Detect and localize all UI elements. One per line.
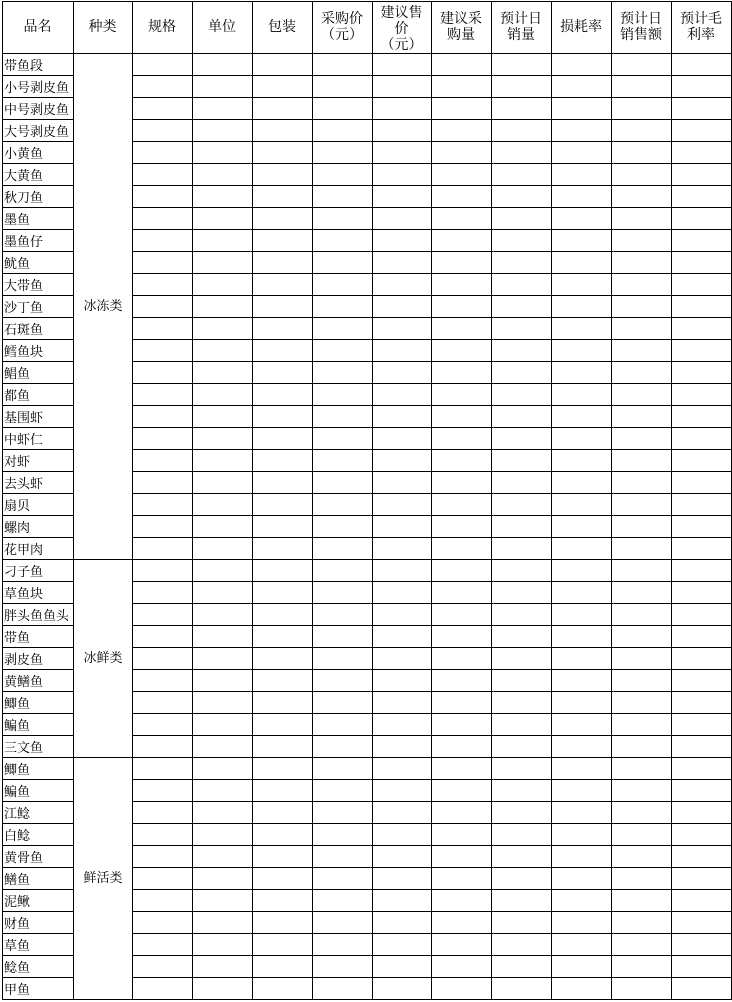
row-divider <box>2 669 73 670</box>
category-cell: 冰冻类 <box>83 299 123 314</box>
item-name: 草鱼块 <box>4 587 44 602</box>
item-name: 大号剥皮鱼 <box>4 125 70 140</box>
header-cell: 损耗率 <box>560 19 602 35</box>
row-divider <box>132 405 732 406</box>
row-divider <box>132 317 732 318</box>
row-divider <box>132 823 732 824</box>
item-name: 鲳鱼 <box>4 367 31 382</box>
category-cell: 冰鲜类 <box>83 651 123 666</box>
item-name: 鱿鱼 <box>4 257 31 272</box>
column-divider <box>132 1 133 1000</box>
row-divider <box>2 471 73 472</box>
item-name: 鲶鱼 <box>4 961 31 976</box>
item-name: 财鱼 <box>4 917 31 932</box>
item-name: 鳊鱼 <box>4 785 31 800</box>
row-divider <box>2 933 73 934</box>
row-divider <box>2 185 73 186</box>
row-divider <box>2 449 73 450</box>
item-name: 胖头鱼鱼头 <box>4 609 70 624</box>
row-divider <box>2 911 73 912</box>
row-divider <box>132 493 732 494</box>
header-cell: 建议采 购量 <box>440 11 482 43</box>
item-name: 都鱼 <box>4 389 31 404</box>
row-divider <box>2 295 73 296</box>
row-divider <box>132 295 732 296</box>
row-divider <box>2 823 73 824</box>
row-divider <box>2 801 73 802</box>
row-divider <box>2 207 73 208</box>
row-divider <box>132 163 732 164</box>
column-divider <box>192 1 193 1000</box>
row-divider <box>2 691 73 692</box>
row-divider <box>2 119 73 120</box>
item-name: 大黄鱼 <box>4 169 44 184</box>
row-divider <box>132 713 732 714</box>
item-name: 带鱼段 <box>4 59 44 74</box>
header-bottom-border <box>2 53 732 54</box>
row-divider <box>2 515 73 516</box>
row-divider <box>2 977 73 978</box>
row-divider <box>2 735 73 736</box>
row-divider <box>2 273 73 274</box>
item-name: 白鲶 <box>4 829 31 844</box>
row-divider <box>132 185 732 186</box>
column-divider <box>491 1 492 1000</box>
header-cell: 种类 <box>88 19 117 35</box>
column-divider <box>372 1 373 1000</box>
row-divider <box>132 97 732 98</box>
column-divider <box>312 1 313 1000</box>
header-cell: 预计日 销售额 <box>620 11 662 43</box>
row-divider <box>2 779 73 780</box>
group-divider <box>2 999 732 1000</box>
column-divider <box>671 1 672 1000</box>
column-divider <box>431 1 432 1000</box>
item-name: 螺肉 <box>4 521 31 536</box>
item-name: 鲫鱼 <box>4 763 31 778</box>
item-name: 鳝鱼 <box>4 873 31 888</box>
item-name: 对虾 <box>4 455 31 470</box>
header-cell: 包装 <box>268 19 296 35</box>
row-divider <box>132 889 732 890</box>
row-divider <box>2 647 73 648</box>
row-divider <box>132 515 732 516</box>
row-divider <box>132 361 732 362</box>
row-divider <box>2 713 73 714</box>
row-divider <box>2 427 73 428</box>
row-divider <box>132 229 732 230</box>
row-divider <box>2 537 73 538</box>
row-divider <box>2 229 73 230</box>
item-name: 墨鱼仔 <box>4 235 44 250</box>
row-divider <box>132 647 732 648</box>
row-divider <box>132 449 732 450</box>
item-name: 甲鱼 <box>4 983 31 998</box>
row-divider <box>132 427 732 428</box>
row-divider <box>2 889 73 890</box>
row-divider <box>2 317 73 318</box>
item-name: 鳊鱼 <box>4 719 31 734</box>
row-divider <box>2 163 73 164</box>
item-name: 去头虾 <box>4 477 44 492</box>
row-divider <box>132 273 732 274</box>
item-name: 黄骨鱼 <box>4 851 44 866</box>
column-divider <box>611 1 612 1000</box>
row-divider <box>132 669 732 670</box>
row-divider <box>132 801 732 802</box>
row-divider <box>132 625 732 626</box>
row-divider <box>132 251 732 252</box>
header-cell: 品名 <box>23 19 52 35</box>
item-name: 扇贝 <box>4 499 31 514</box>
row-divider <box>2 867 73 868</box>
item-name: 刁子鱼 <box>4 565 44 580</box>
item-name: 带鱼 <box>4 631 31 646</box>
row-divider <box>132 735 732 736</box>
row-divider <box>2 625 73 626</box>
row-divider <box>2 955 73 956</box>
item-name: 基围虾 <box>4 411 44 426</box>
row-divider <box>132 977 732 978</box>
row-divider <box>2 75 73 76</box>
item-name: 剥皮鱼 <box>4 653 44 668</box>
item-name: 秋刀鱼 <box>4 191 44 206</box>
item-name: 墨鱼 <box>4 213 31 228</box>
column-divider <box>252 1 253 1000</box>
header-cell: 预计毛 利率 <box>680 11 722 43</box>
row-divider <box>132 581 732 582</box>
item-name: 花甲肉 <box>4 543 44 558</box>
row-divider <box>2 405 73 406</box>
row-divider <box>2 493 73 494</box>
row-divider <box>132 141 732 142</box>
row-divider <box>2 603 73 604</box>
row-divider <box>132 119 732 120</box>
item-name: 鳕鱼块 <box>4 345 44 360</box>
row-divider <box>132 691 732 692</box>
category-cell: 鲜活类 <box>83 871 123 886</box>
row-divider <box>132 339 732 340</box>
row-divider <box>2 339 73 340</box>
row-divider <box>132 207 732 208</box>
header-cell: 预计日 销量 <box>500 11 542 43</box>
row-divider <box>132 955 732 956</box>
row-divider <box>132 603 732 604</box>
row-divider <box>2 361 73 362</box>
item-name: 小号剥皮鱼 <box>4 81 70 96</box>
header-cell: 单位 <box>208 19 236 35</box>
row-divider <box>132 845 732 846</box>
row-divider <box>2 383 73 384</box>
item-name: 江鲶 <box>4 807 31 822</box>
row-divider <box>132 867 732 868</box>
item-name: 沙丁鱼 <box>4 301 44 316</box>
row-divider <box>132 383 732 384</box>
header-cell: 采购价 （元） <box>321 11 363 43</box>
column-divider <box>2 1 3 1000</box>
row-divider <box>2 251 73 252</box>
column-divider <box>73 1 74 1000</box>
row-divider <box>132 779 732 780</box>
row-divider <box>132 933 732 934</box>
row-divider <box>2 141 73 142</box>
item-name: 鲫鱼 <box>4 697 31 712</box>
item-name: 泥鳅 <box>4 895 31 910</box>
group-divider <box>2 757 732 758</box>
row-divider <box>132 471 732 472</box>
item-name: 大带鱼 <box>4 279 44 294</box>
group-divider <box>2 559 732 560</box>
header-cell: 建议售 价 （元） <box>380 5 423 53</box>
item-name: 中号剥皮鱼 <box>4 103 70 118</box>
row-divider <box>2 845 73 846</box>
header-cell: 规格 <box>148 19 176 35</box>
item-name: 石斑鱼 <box>4 323 44 338</box>
table-top-border <box>2 1 732 2</box>
row-divider <box>132 911 732 912</box>
row-divider <box>2 97 73 98</box>
item-name: 草鱼 <box>4 939 31 954</box>
row-divider <box>2 581 73 582</box>
row-divider <box>132 537 732 538</box>
item-name: 黄鳝鱼 <box>4 675 44 690</box>
item-name: 小黄鱼 <box>4 147 44 162</box>
item-name: 中虾仁 <box>4 433 44 448</box>
item-name: 三文鱼 <box>4 741 44 756</box>
column-divider <box>551 1 552 1000</box>
row-divider <box>132 75 732 76</box>
